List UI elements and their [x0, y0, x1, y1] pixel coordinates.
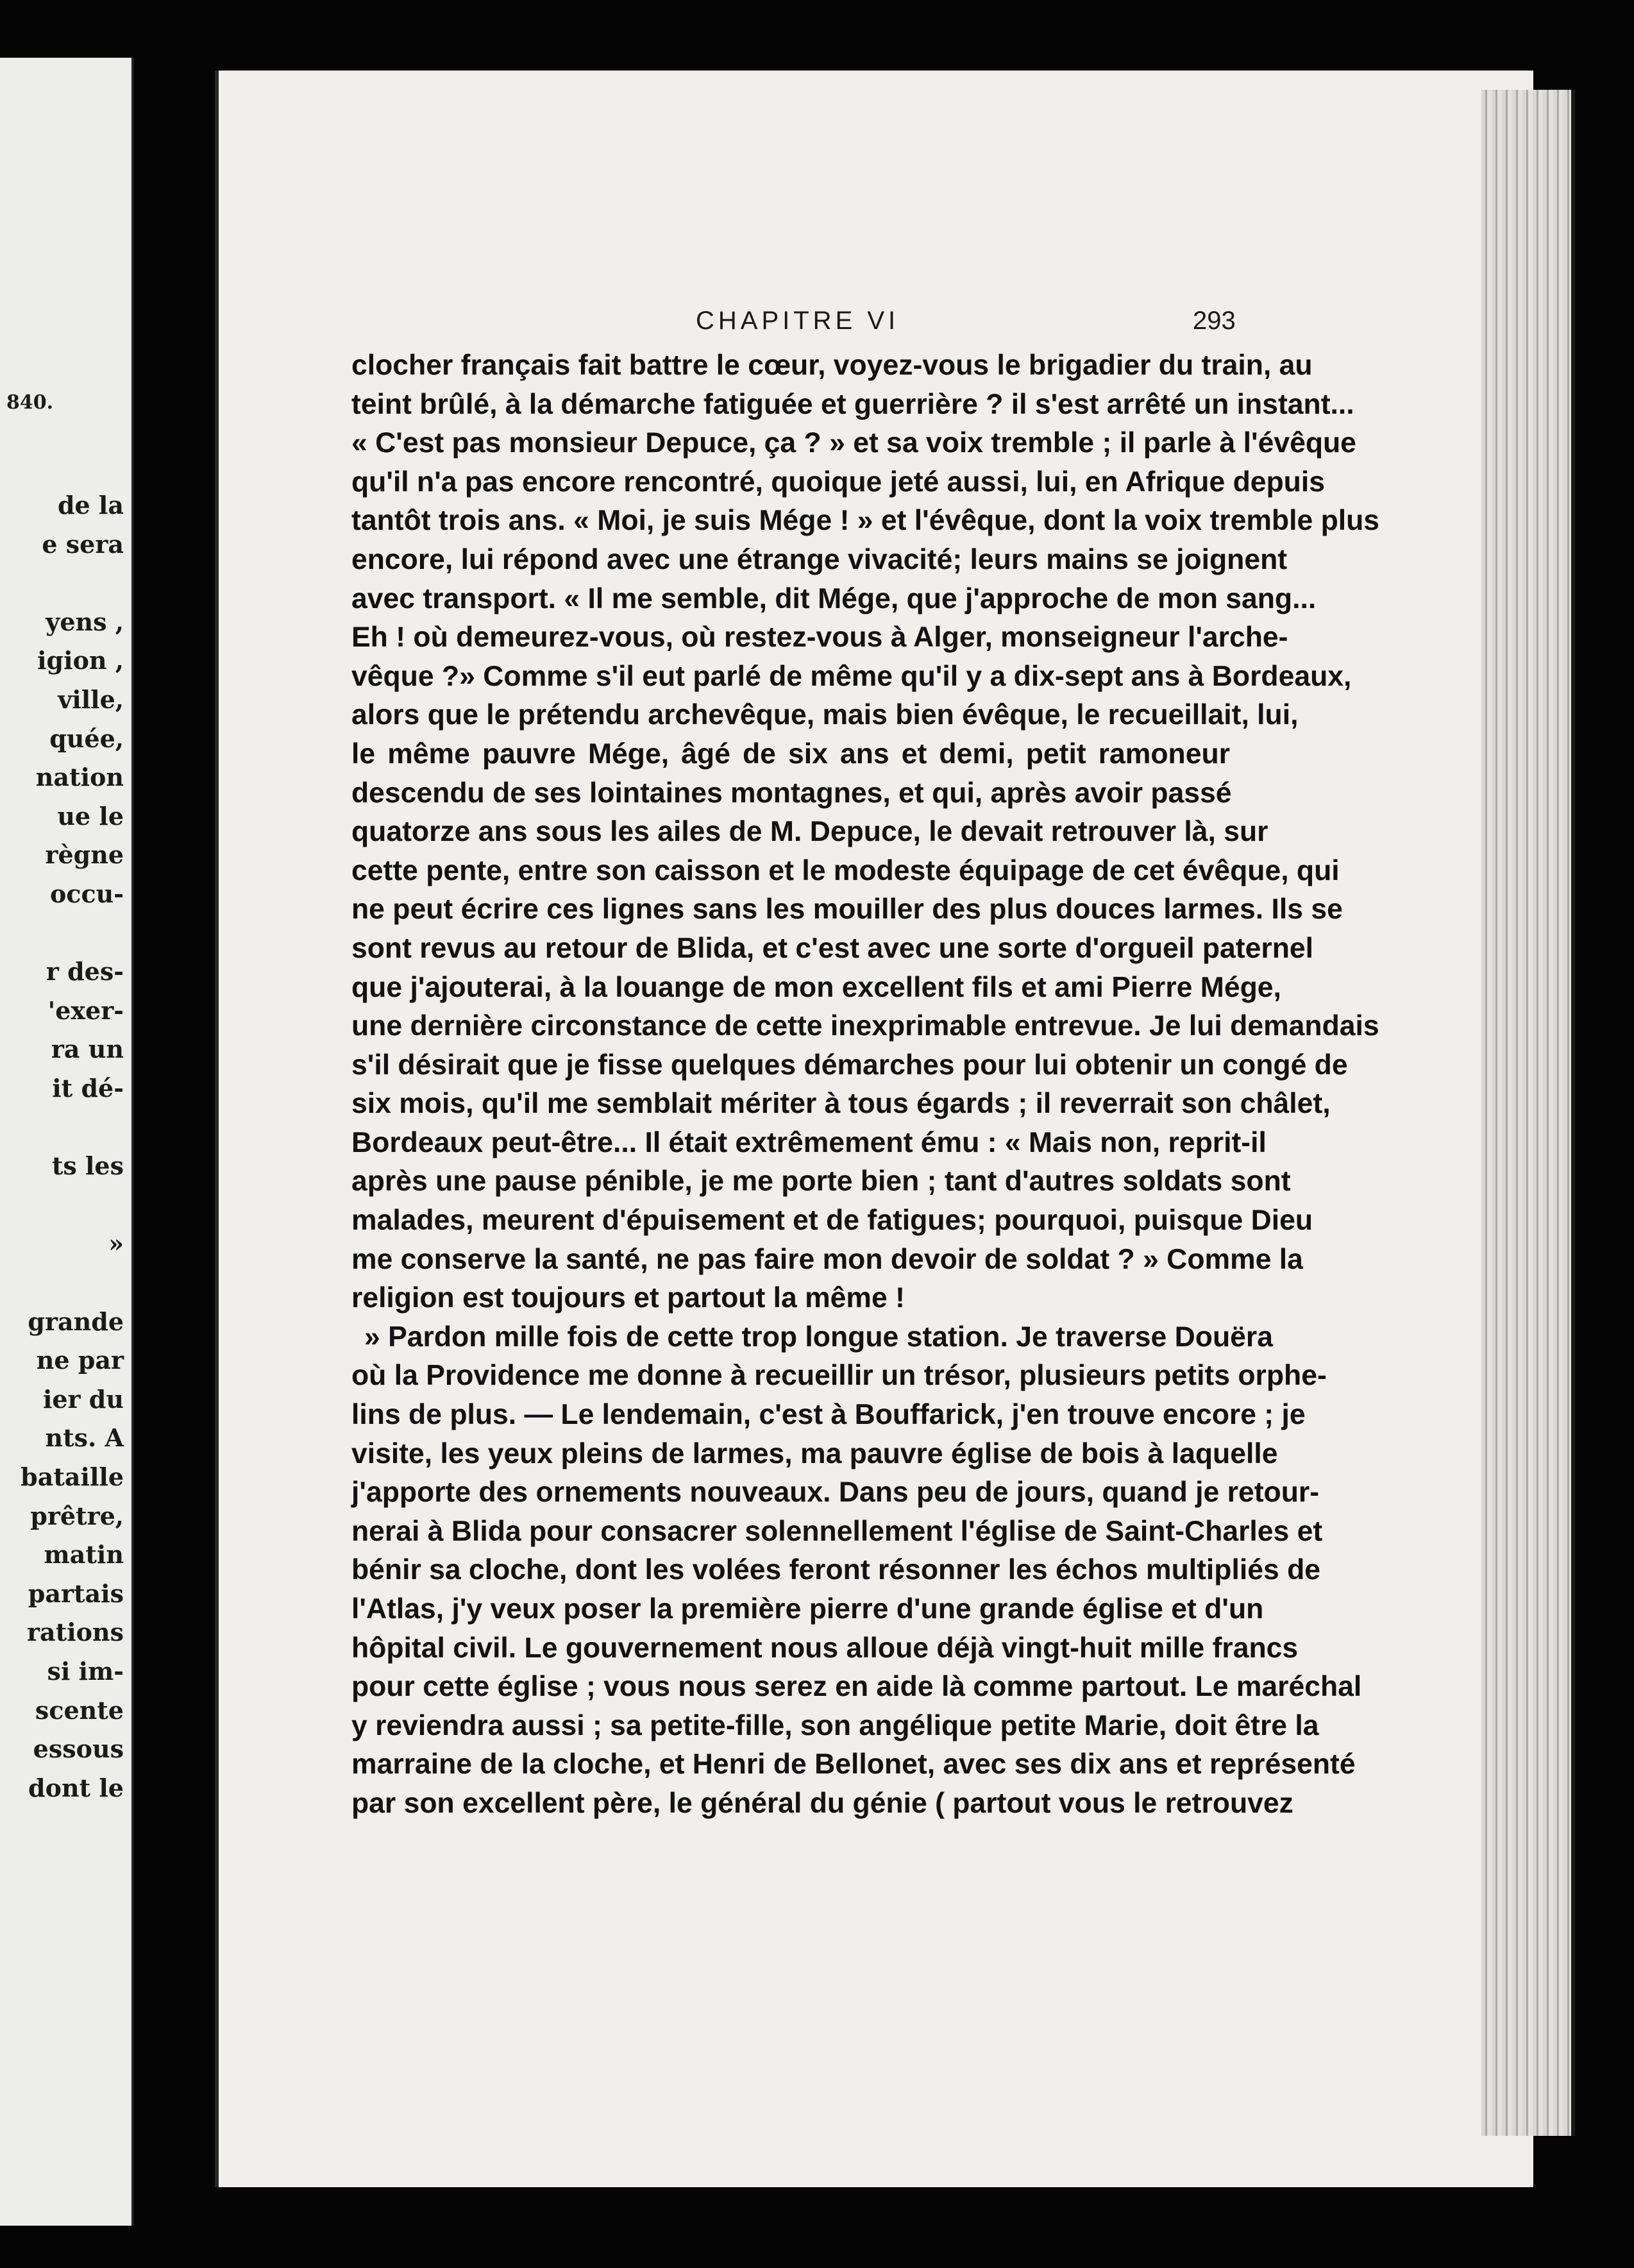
text-line: « C'est pas monsieur Depuce, ça ? » et sa voix tremble ; il parle à l'évêque: [351, 427, 1356, 459]
text-line: j'apporte des ornements nouveaux. Dans peu de jours, quand je retour-: [351, 1477, 1320, 1509]
text-line: sont revus au retour de Blida, et c'est avec une sorte d'orgueil paternel: [351, 932, 1313, 964]
left-page-line: règne: [45, 840, 124, 870]
text-line: pour cette église ; vous nous serez en aide là comme partout. Le maréchal: [351, 1671, 1362, 1703]
text-line: religion est toujours et partout la même !: [351, 1282, 905, 1314]
text-line: cette pente, entre son caisson et le modeste équipage de cet évêque, qui: [351, 854, 1340, 886]
text-line: lins de plus. — Le lendemain, c'est à Bouffarick, j'en trouve encore ; je: [351, 1399, 1306, 1431]
text-line: marraine de la cloche, et Henri de Bellonet, avec ses dix ans et représenté: [351, 1748, 1356, 1781]
text-line: y reviendra aussi ; sa petite-fille, son angélique petite Marie, doit être la: [351, 1709, 1319, 1741]
text-line: l'Atlas, j'y veux poser la première pierre d'une grande église et d'un: [351, 1593, 1264, 1625]
page-edges: [1481, 90, 1575, 2136]
left-page-line: ne par: [36, 1346, 124, 1375]
text-line: vêque ?» Comme s'il eut parlé de même qu'il y a dix-sept ans à Bordeaux,: [351, 660, 1352, 692]
left-page-line: ue le: [57, 801, 124, 831]
page-number: 293: [1193, 307, 1236, 335]
text-line: six mois, qu'il me semblait mériter à tous égards ; il reverrait son châlet,: [351, 1088, 1331, 1120]
text-line: visite, les yeux pleins de larmes, ma pauvre église de bois à laquelle: [351, 1437, 1278, 1469]
text-line: par son excellent père, le général du génie ( partout vous le retrouvez: [351, 1787, 1293, 1819]
left-page-line: igion ,: [37, 646, 124, 675]
left-page-line: essous: [33, 1734, 124, 1764]
left-page-line: ville,: [58, 685, 124, 714]
left-page-year-fragment: 840.: [6, 391, 54, 414]
text-line: quatorze ans sous les ailes de M. Depuce, le devait retrouver là, sur: [351, 816, 1268, 848]
left-page-line: rations: [27, 1618, 124, 1647]
text-line: alors que le prétendu archevêque, mais bien évêque, le recueillait, lui,: [351, 699, 1299, 731]
left-page-line: it dé-: [52, 1074, 124, 1103]
text-line: nerai à Blida pour consacrer solennellement l'église de Saint-Charles et: [351, 1515, 1323, 1547]
left-page-line: si im-: [47, 1657, 124, 1686]
left-page-line: partais: [28, 1578, 124, 1608]
text-line: s'il désirait que je fisse quelques démarches pour lui obtenir un congé de: [351, 1049, 1348, 1081]
left-page-fragment: [0, 58, 134, 2226]
text-line: que j'ajouterai, à la louange de mon excellent fils et ami Pierre Mége,: [351, 971, 1281, 1003]
text-line: hôpital civil. Le gouvernement nous alloue déjà vingt-huit mille francs: [351, 1632, 1299, 1664]
left-page-line: nation: [35, 763, 124, 792]
text-line: ne peut écrire ces lignes sans les mouiller des plus douces larmes. Ils se: [351, 893, 1343, 926]
left-page-line: matin: [44, 1540, 124, 1570]
left-page-line: ra un: [51, 1035, 124, 1064]
text-line: bénir sa cloche, dont les volées feront résonner les échos multipliés de: [351, 1554, 1321, 1586]
text-line: tantôt trois ans. « Moi, je suis Mége ! » et l'évêque, dont la voix tremble plus: [351, 505, 1380, 537]
text-line: descendu de ses lointaines montagnes, et qui, après avoir passé: [351, 777, 1232, 809]
text-line: encore, lui répond avec une étrange vivacité; leurs mains se joignent: [351, 543, 1288, 575]
left-page-line: »: [108, 1229, 124, 1258]
left-page-line: bataille: [21, 1462, 124, 1491]
text-line: » Pardon mille fois de cette trop longue station. Je traverse Douëra: [364, 1321, 1273, 1353]
text-line: clocher français fait battre le cœur, voyez-vous le brigadier du train, au: [351, 350, 1313, 381]
text-line: malades, meurent d'épuisement et de fatigues; pourquoi, puisque Dieu: [351, 1205, 1313, 1237]
text-line: où la Providence me donne à recueillir un trésor, plusieurs petits orphe-: [351, 1360, 1327, 1392]
text-line: qu'il n'a pas encore rencontré, quoique jeté aussi, lui, en Afrique depuis: [351, 466, 1325, 498]
chapter-header: CHAPITRE VI: [696, 307, 900, 335]
left-page-line: quée,: [49, 724, 124, 753]
left-page-line: prêtre,: [30, 1501, 124, 1530]
left-page-line: 'exer-: [47, 995, 124, 1025]
text-line: le même pauvre Mége, âgé de six ans et demi, petit ramoneur: [351, 738, 1230, 770]
left-page-line: scente: [35, 1695, 124, 1725]
text-line: Bordeaux peut-être... Il était extrêmement ému : « Mais non, reprit-il: [351, 1126, 1267, 1158]
text-line: après une pause pénible, je me porte bien ; tant d'autres soldats sont: [351, 1165, 1291, 1197]
text-line: une dernière circonstance de cette inexprimable entrevue. Je lui demandais: [351, 1010, 1379, 1042]
text-line: teint brûlé, à la démarche fatiguée et guerrière ? il s'est arrêté un instant...: [351, 388, 1354, 420]
left-page-line: ier du: [42, 1384, 124, 1414]
left-page-line: r des-: [46, 957, 124, 986]
left-page-line: e sera: [42, 529, 124, 559]
left-page-line: occu-: [49, 879, 124, 908]
left-page-line: ts les: [51, 1151, 124, 1181]
page-body-text: [351, 346, 1380, 1824]
left-page-line: nts. A: [45, 1423, 124, 1453]
text-line: Eh ! où demeurez-vous, où restez-vous à Alger, monseigneur l'arche-: [351, 622, 1288, 654]
left-page-line: yens ,: [46, 607, 124, 636]
text-line: me conserve la santé, ne pas faire mon devoir de soldat ? » Comme la: [351, 1243, 1303, 1275]
left-page-line: dont le: [28, 1773, 124, 1802]
left-page-line: de la: [57, 491, 124, 520]
text-line: avec transport. « Il me semble, dit Mége, que j'approche de mon sang...: [351, 582, 1317, 614]
left-page-line: grande: [28, 1307, 124, 1336]
